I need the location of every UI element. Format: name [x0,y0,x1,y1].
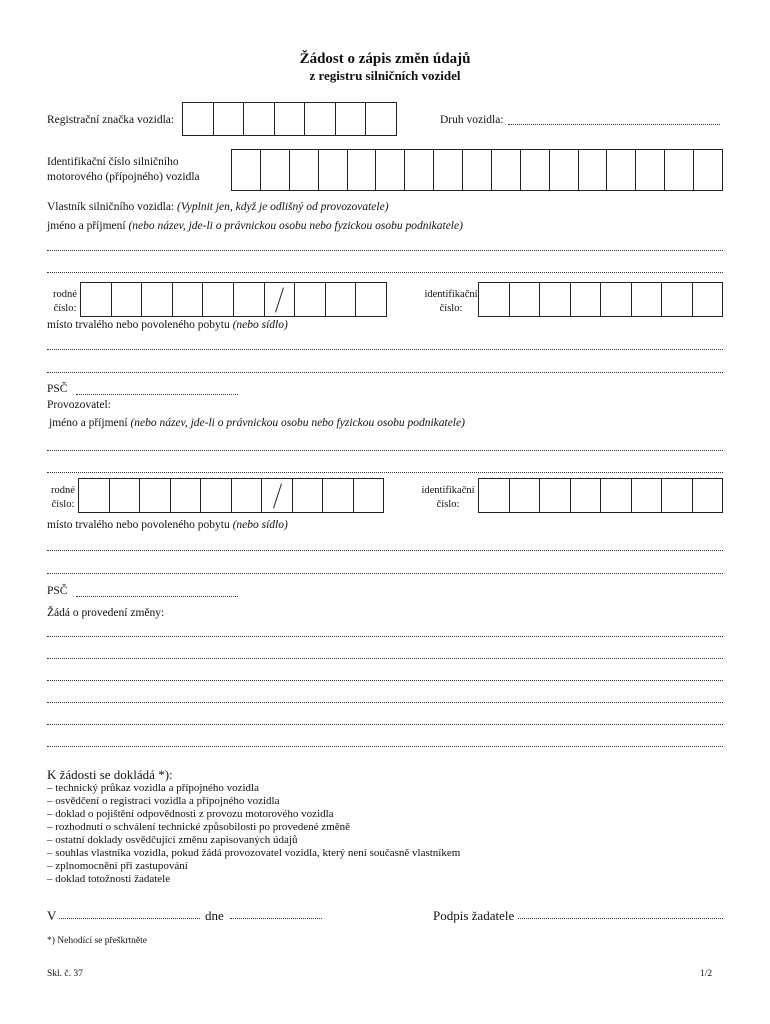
operator-residence-label: místo trvalého nebo povoleného pobytu (nebo sídlo) [47,519,288,531]
operator-heading: Provozovatel: [47,399,111,411]
operator-psc-label: PSČ [47,585,68,597]
operator-name-label: jméno a příjmení (nebo název, jde-li o právnickou osobu nebo fyzickou osobu podnikatele) [49,417,465,429]
signature-label: Podpis žadatele [433,908,515,923]
vehicle-type-field[interactable] [508,124,720,125]
owner-residence-line-1[interactable] [47,349,723,350]
change-request-label: Žádá o provedení změny: [47,607,165,619]
change-line-3[interactable] [47,680,723,681]
change-line-5[interactable] [47,724,723,725]
vin-label-line2: motorového (přípojného) vozidla [47,171,200,183]
change-line-4[interactable] [47,702,723,703]
date-label: dne [205,908,224,923]
list-item: – souhlas vlastníka vozidla, pokud žádá provozovatel vozidla, který není současně vlastníkem [47,847,461,859]
owner-psc-label: PSČ [47,383,68,395]
operator-name-line-2[interactable] [47,472,723,473]
list-item: – osvědčení o registraci vozidla a přípojného vozidla [47,795,280,807]
owner-residence-label: místo trvalého nebo povoleného pobytu (nebo sídlo) [47,319,288,331]
operator-psc-field[interactable] [76,596,238,597]
date-field[interactable] [230,918,322,919]
registration-boxes[interactable] [182,102,397,136]
form-subtitle: z registru silničních vozidel [309,68,461,83]
form-code: Skl. č. 37 [47,969,83,979]
operator-residence-line-1[interactable] [47,550,723,551]
owner-id-label: identifikační číslo: [424,289,478,314]
registration-label: Registrační značka vozidla: [47,114,175,126]
operator-name-line-1[interactable] [47,450,723,451]
owner-rc-label: rodné číslo: [53,289,77,314]
place-field[interactable] [59,918,200,919]
place-label: V [47,908,57,923]
list-item: – technický průkaz vozidla a přípojného vozidla [47,782,259,794]
vehicle-type-label: Druh vozidla: [440,114,504,126]
form-title: Žádost o zápis změn údajů [299,51,471,67]
list-item: – zplnomocnění při zastupování [47,860,188,872]
attachments-heading: K žádosti se dokládá *): [47,767,173,782]
owner-name-label: jméno a příjmení (nebo název, jde-li o právnickou osobu nebo fyzickou osobu podnikatele) [47,220,463,232]
change-line-1[interactable] [47,636,723,637]
operator-id-label: identifikační číslo: [421,485,475,510]
owner-psc-field[interactable] [76,394,238,395]
vin-label-line1: Identifikační číslo silničního [47,156,179,168]
operator-id-number-boxes[interactable] [478,478,723,513]
owner-heading: Vlastník silničního vozidla: (Vyplnit jen, když je odlišný od provozovatele) [47,201,389,213]
attachments-list [47,782,460,886]
owner-birth-number-boxes[interactable] [80,282,387,317]
change-line-6[interactable] [47,746,723,747]
list-item: – doklad totožnosti žadatele [47,873,171,885]
list-item: – ostatní doklady osvědčující změnu zapisovaných údajů [47,834,298,846]
list-item: – doklad o pojištění odpovědnosti z provozu motorového vozidla [47,808,334,820]
owner-id-number-boxes[interactable] [478,282,723,317]
signature-field[interactable] [518,918,723,919]
list-item: – rozhodnutí o schválení technické způsobilosti po provedené změně [47,821,351,833]
owner-name-line-1[interactable] [47,250,723,251]
operator-rc-label: rodné číslo: [51,485,75,510]
footnote: *) Nehodící se přeškrtněte [47,936,147,946]
operator-residence-line-2[interactable] [47,573,723,574]
change-line-2[interactable] [47,658,723,659]
owner-name-line-2[interactable] [47,272,723,273]
operator-birth-number-boxes[interactable] [78,478,384,513]
page-number: 1/2 [700,969,713,979]
owner-residence-line-2[interactable] [47,372,723,373]
vin-boxes[interactable] [231,149,723,191]
